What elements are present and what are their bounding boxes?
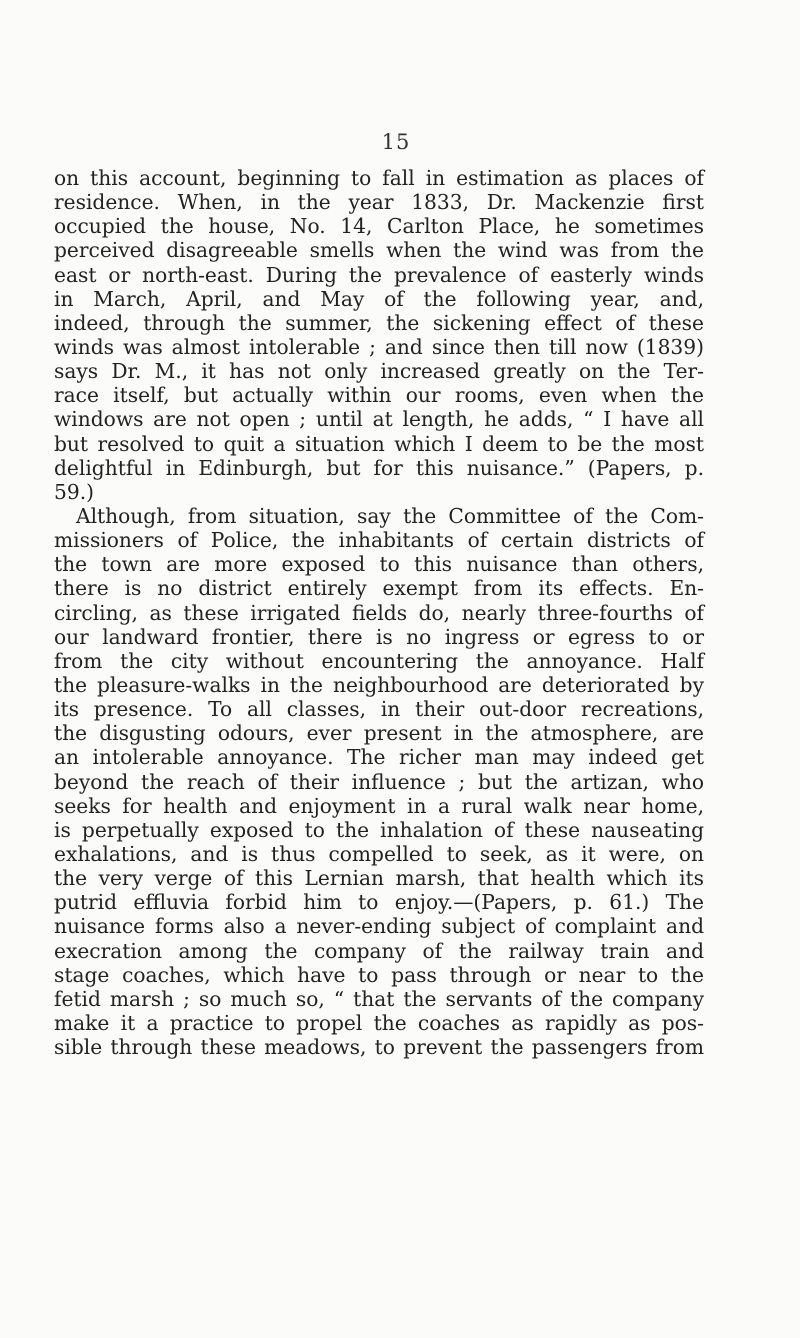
text-line: Although, from situation, say the Committee of the Com- — [76, 503, 704, 528]
text-line: from the city without encountering the annoyance. Half — [54, 648, 704, 673]
text-line: occupied the house, No. 14, Carlton Place, he sometimes — [54, 214, 704, 239]
text-line: in March, April, and May of the following year, and, — [54, 286, 704, 311]
text-line: execration among the company of the railway train and — [54, 938, 704, 963]
body-text — [54, 166, 704, 1059]
text-line: indeed, through the summer, the sickening effect of these — [54, 310, 704, 335]
text-line: the very verge of this Lernian marsh, that health which its — [54, 866, 704, 891]
text-line: our landward frontier, there is no ingress or egress to or — [54, 624, 704, 649]
text-line: but resolved to quit a situation which I deem to be the most — [54, 431, 704, 456]
text-line: residence. When, in the year 1833, Dr. Mackenzie first — [54, 190, 704, 215]
text-line: east or north-east. During the prevalence of easterly winds — [54, 262, 704, 287]
text-line: an intolerable annoyance. The richer man may indeed get — [54, 745, 704, 770]
text-line: the town are more exposed to this nuisance than others, — [54, 552, 704, 577]
text-line: beyond the reach of their influence ; but the artizan, who — [54, 769, 704, 794]
text-line: its presence. To all classes, in their out-door recreations, — [54, 697, 704, 722]
text-line: 59.) — [54, 479, 94, 504]
text-line: is perpetually exposed to the inhalation of these nauseating — [54, 817, 704, 842]
text-line: on this account, beginning to fall in estimation as places of — [54, 166, 704, 190]
page-number: 15 — [381, 130, 411, 154]
text-line: exhalations, and is thus compelled to seek, as it were, on — [54, 841, 704, 866]
text-line: winds was almost intolerable ; and since then till now (1839) — [54, 334, 704, 359]
text-line: seeks for health and enjoyment in a rural walk near home, — [54, 793, 704, 818]
text-line: the disgusting odours, ever present in the atmosphere, are — [54, 721, 704, 746]
text-line: sible through these meadows, to prevent the passengers from — [54, 1035, 704, 1060]
text-line: says Dr. M., it has not only increased greatly on the Ter- — [54, 359, 704, 384]
text-line: circling, as these irrigated fields do, nearly three-fourths of — [54, 600, 704, 625]
text-line: fetid marsh ; so much so, “ that the servants of the company — [54, 986, 704, 1011]
text-line: the pleasure-walks in the neighbourhood are deteriorated by — [54, 672, 704, 697]
text-line: missioners of Police, the inhabitants of certain districts of — [54, 528, 704, 553]
text-line: race itself, but actually within our rooms, even when the — [54, 383, 704, 408]
text-line: stage coaches, which have to pass through or near to the — [54, 962, 704, 987]
text-line: nuisance forms also a never-ending subject of complaint and — [54, 914, 704, 939]
text-line: putrid effluvia forbid him to enjoy.—(Papers, p. 61.) The — [54, 890, 704, 915]
text-line: delightful in Edinburgh, but for this nuisance.” (Papers, p. — [54, 455, 704, 480]
text-line: there is no district entirely exempt from its effects. En- — [54, 576, 704, 601]
text-line: perceived disagreeable smells when the wind was from the — [54, 238, 704, 263]
text-line: windows are not open ; until at length, he adds, “ I have all — [54, 407, 704, 432]
text-line: make it a practice to propel the coaches as rapidly as pos- — [54, 1010, 704, 1035]
